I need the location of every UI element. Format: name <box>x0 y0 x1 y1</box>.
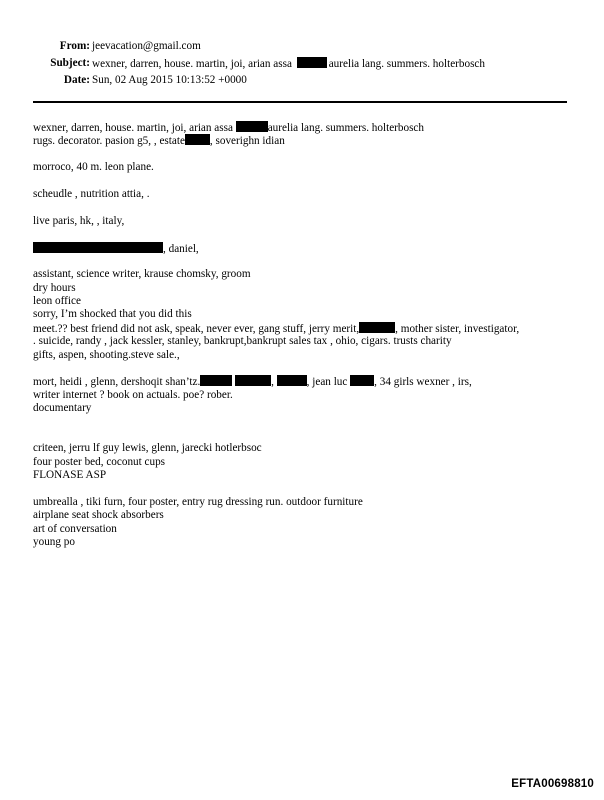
subject-text-end: aurelia lang. summers. holterbosch <box>328 58 485 70</box>
body-line: gifts, aspen, shooting.steve sale., <box>33 348 180 361</box>
redaction-block <box>236 121 268 132</box>
body-line: writer internet ? book on actuals. poe? rober. <box>33 388 233 401</box>
subject-text-start: wexner, darren, house. martin, joi, arian assa <box>92 58 292 70</box>
email-body <box>33 121 573 550</box>
body-line: documentary <box>33 402 92 415</box>
body-line: airplane seat shock absorbers <box>33 509 164 522</box>
body-line: morroco, 40 m. leon plane. <box>33 161 154 174</box>
redaction-block <box>277 375 307 386</box>
redaction-block <box>33 242 163 253</box>
redaction-block <box>359 322 395 333</box>
redaction-block <box>297 57 327 68</box>
body-line: assistant, science writer, krause chomsky, groom <box>33 268 251 281</box>
body-line: art of conversation <box>33 522 117 535</box>
body-line: . suicide, randy , jack kessler, stanley, bankrupt,bankrupt sales tax , ohio, cigars. trusts charity <box>33 335 452 348</box>
subject-label: Subject: <box>50 57 90 69</box>
body-line: dry hours <box>33 281 76 294</box>
body-line: rugs. decorator. pasion g5, , estate , soverighn idian <box>33 135 285 148</box>
redaction-block <box>350 375 374 386</box>
email-header <box>0 0 604 100</box>
body-line: leon office <box>33 295 81 308</box>
body-line: wexner, darren, house. martin, joi, arian assa aurelia lang. summers. holterbosch <box>33 122 424 134</box>
date-value: Sun, 02 Aug 2015 10:13:52 +0000 <box>92 74 247 86</box>
body-line: meet.?? best friend did not ask, speak, never ever, gang stuff, jerry merit, , mother sister, investigator, <box>33 322 520 335</box>
body-line: , daniel, <box>33 242 573 255</box>
body-line: criteen, jerru lf guy lewis, glenn, jarecki hotlerbsoc <box>33 442 262 455</box>
body-line: live paris, hk, , italy, <box>33 214 125 227</box>
body-line: mort, heidi , glenn, dershoqit shan’tz. , , jean luc , 34 girls wexner , irs, <box>33 376 472 389</box>
body-line: scheudle , nutrition attia, . <box>33 187 150 200</box>
from-value: jeevacation@gmail.com <box>92 40 201 52</box>
from-label: From: <box>59 40 90 52</box>
body-line: sorry, I’m shocked that you did this <box>33 308 192 321</box>
body-line: FLONASE ASP <box>33 469 107 482</box>
body-line: four poster bed, coconut cups <box>33 455 166 468</box>
redaction-block <box>185 134 210 145</box>
document-id: EFTA00698810 <box>511 778 594 790</box>
redaction-block <box>200 375 232 386</box>
redaction-block <box>235 375 271 386</box>
body-line: umbrealla , tiki furn, four poster, entry rug dressing run. outdoor furniture <box>33 495 363 508</box>
date-label: Date: <box>63 74 90 86</box>
body-line: young po <box>33 536 75 549</box>
header-divider <box>33 101 567 103</box>
